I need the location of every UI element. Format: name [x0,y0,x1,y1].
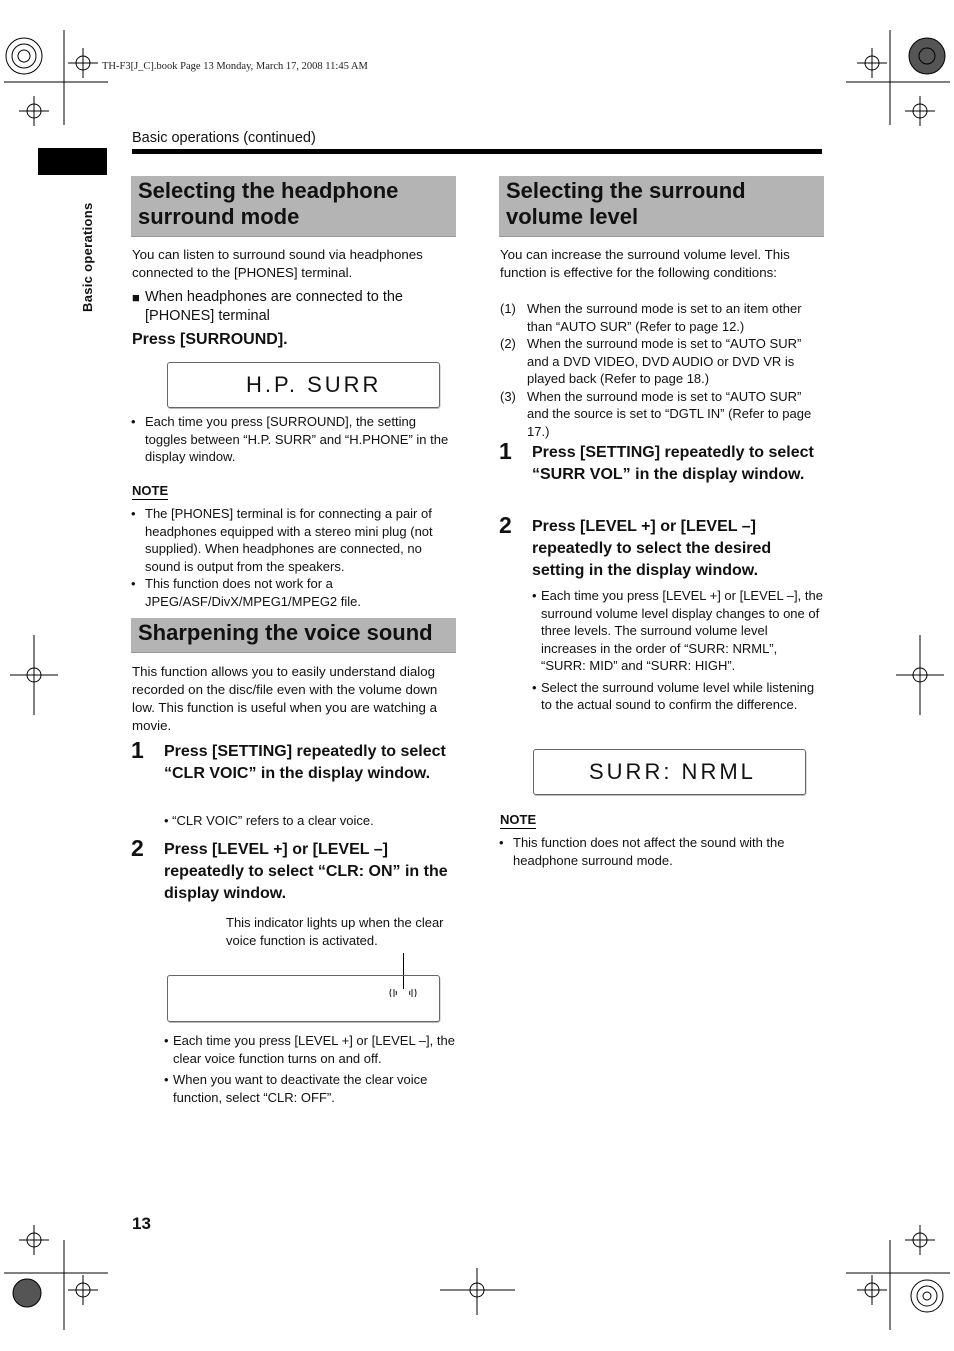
sec2-step1-number: 1 [131,737,144,763]
sec1-intro: You can listen to surround sound via headphones connected to the [PHONES] terminal. [132,247,423,280]
list-item: • This function does not work for a JPEG/ASF/DivX/MPEG1/MPEG2 file. [131,575,455,610]
side-label: Basic operations [80,202,95,312]
list-item: • This function does not affect the sound with the headphone surround mode. [499,834,823,869]
sec3-step1-number: 1 [499,438,512,464]
sec1-bullets [131,413,453,466]
list-item: (3) When the surround mode is set to “AUTO SUR” and the source is set to “DGTL IN” (Refer to page 17.) [500,388,812,439]
sec2-step1-note: • “CLR VOIC” refers to a clear voice. [164,813,374,828]
sec1-note-heading: NOTE [132,483,169,498]
list-item: • Each time you press [LEVEL +] or [LEVEL –], the clear voice function turns on and off. [164,1032,456,1067]
sec2-bullets [164,1032,456,1110]
surr-nrml-display: SURR: NRML [533,749,806,795]
sec2-title: Sharpening the voice sound [131,618,456,653]
page-number: 13 [132,1214,151,1233]
sec2-step1-text: Press [SETTING] repeatedly to select “CLR VOIC” in the display window. [164,743,446,782]
sec1-press: Press [SURROUND]. [132,331,288,348]
sec2-intro: This function allows you to easily understand dialog recorded on the disc/file even with the volume down low. This function is useful when you are watching a movie. [132,664,438,733]
sec2-step2-text: Press [LEVEL +] or [LEVEL –] repeatedly to select “CLR: ON” in the display window. [164,841,448,902]
indicator-caption: This indicator lights up when the clear voice function is activated. [226,915,444,948]
sec1-notes [131,505,455,610]
sec1-title: Selecting the headphone surround mode [131,176,456,237]
sec3-step1-text: Press [SETTING] repeatedly to select “SURR VOL” in the display window. [532,444,814,483]
top-rule [132,149,822,154]
section-label: Basic operations (continued) [132,130,316,146]
sec3-title: Selecting the surround volume level [499,176,824,237]
sec1-condition: ■ When headphones are connected to the [PHONES] terminal [132,289,403,324]
sec3-notes [499,834,823,869]
list-item: • Each time you press [SURROUND], the setting toggles between “H.P. SURR” and “H.PHONE” in the display window. [131,413,453,466]
sec3-conditions [500,300,822,440]
list-item: • When you want to deactivate the clear voice function, select “CLR: OFF”. [164,1071,456,1106]
side-tab [38,148,107,175]
sec3-bullets [532,587,824,718]
sec3-step2-number: 2 [499,512,512,538]
list-item: • Select the surround volume level while listening to the actual sound to confirm the difference. [532,679,824,714]
list-item: • The [PHONES] terminal is for connecting a pair of headphones equipped with a stereo mini plug (not supplied). When headphones are connected, no sound is output from the speakers. [131,505,455,575]
clear-voice-display [167,975,440,1022]
clear-voice-indicator-icon [389,986,417,1000]
list-item: • Each time you press [LEVEL +] or [LEVEL –], the surround volume level display changes to one of three levels. The surround volume level increases in the order of “SURR: NRML”, “SURR: MID” and “SURR: HIGH”. [532,587,824,675]
list-item: (2) When the surround mode is set to “AUTO SUR” and a DVD VIDEO, DVD AUDIO or DVD VR is played back (Refer to page 18.) [500,336,802,386]
sec2-step2-number: 2 [131,835,144,861]
file-info: TH-F3[J_C].book Page 13 Monday, March 17, 2008 11:45 AM [102,61,368,72]
sec3-note-heading: NOTE [500,812,537,827]
sec3-step2-text: Press [LEVEL +] or [LEVEL –] repeatedly to select the desired setting in the display window. [532,518,772,579]
list-item: (1) When the surround mode is set to an item other than “AUTO SUR” (Refer to page 12.) [500,301,802,334]
hp-surr-display: H.P. SURR [167,362,440,408]
sec3-intro: You can increase the surround volume level. This function is effective for the following conditions: [500,247,790,280]
